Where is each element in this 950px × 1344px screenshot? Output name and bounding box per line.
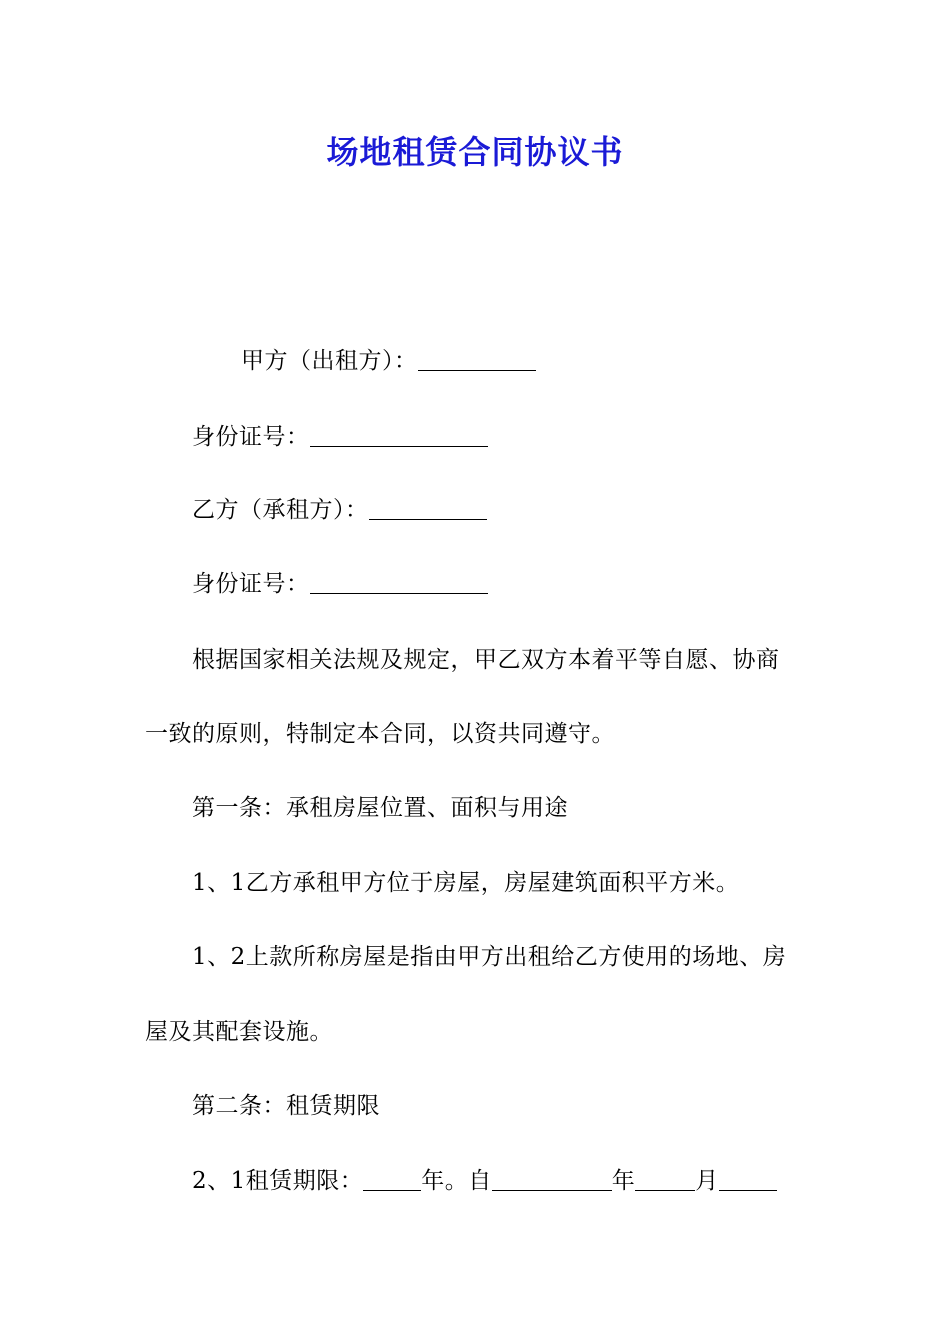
document-title: 场地租赁合同协议书 [326, 133, 624, 171]
intro-line-1: 根据国家相关法规及规定，甲乙双方本着平等自愿、协商 [192, 647, 780, 673]
id-a-label: 身份证号： [192, 424, 310, 450]
clause-2-1 [145, 1164, 862, 1198]
party-a-blank [418, 348, 536, 371]
clause-1-1: 1、1乙方承租甲方位于房屋，房屋建筑面积平方米。 [192, 870, 740, 896]
start-year-blank [492, 1168, 612, 1191]
article-1-title: 第一条：承租房屋位置、面积与用途 [192, 795, 568, 821]
id-a-blank [310, 424, 488, 447]
lease-years-blank [363, 1168, 421, 1191]
start-day-blank [719, 1168, 777, 1191]
party-b-line [145, 493, 862, 527]
id-a-line [145, 420, 862, 454]
article-2-title: 第二条：租赁期限 [192, 1093, 380, 1119]
clause-2-1-prefix: 2、1租赁期限： [192, 1168, 364, 1194]
id-b-label: 身份证号： [192, 571, 310, 597]
start-month-blank [635, 1168, 695, 1191]
id-b-line [145, 567, 862, 601]
party-b-label: 乙方（承租方）： [192, 497, 369, 523]
party-b-blank [369, 497, 487, 520]
clause-2-1-year-unit: 年。自 [421, 1168, 492, 1194]
clause-1-2-line-1: 1、2上款所称房屋是指由甲方出租给乙方使用的场地、房 [192, 944, 787, 970]
party-a-label: 甲方（出租方）： [241, 348, 418, 374]
id-b-blank [310, 571, 488, 594]
clause-2-1-year: 年 [611, 1168, 636, 1194]
clause-2-1-month: 月 [695, 1168, 719, 1194]
clause-1-2-line-2: 屋及其配套设施。 [145, 1019, 333, 1045]
intro-line-2: 一致的原则，特制定本合同，以资共同遵守。 [145, 721, 615, 747]
party-a-line [145, 344, 911, 378]
